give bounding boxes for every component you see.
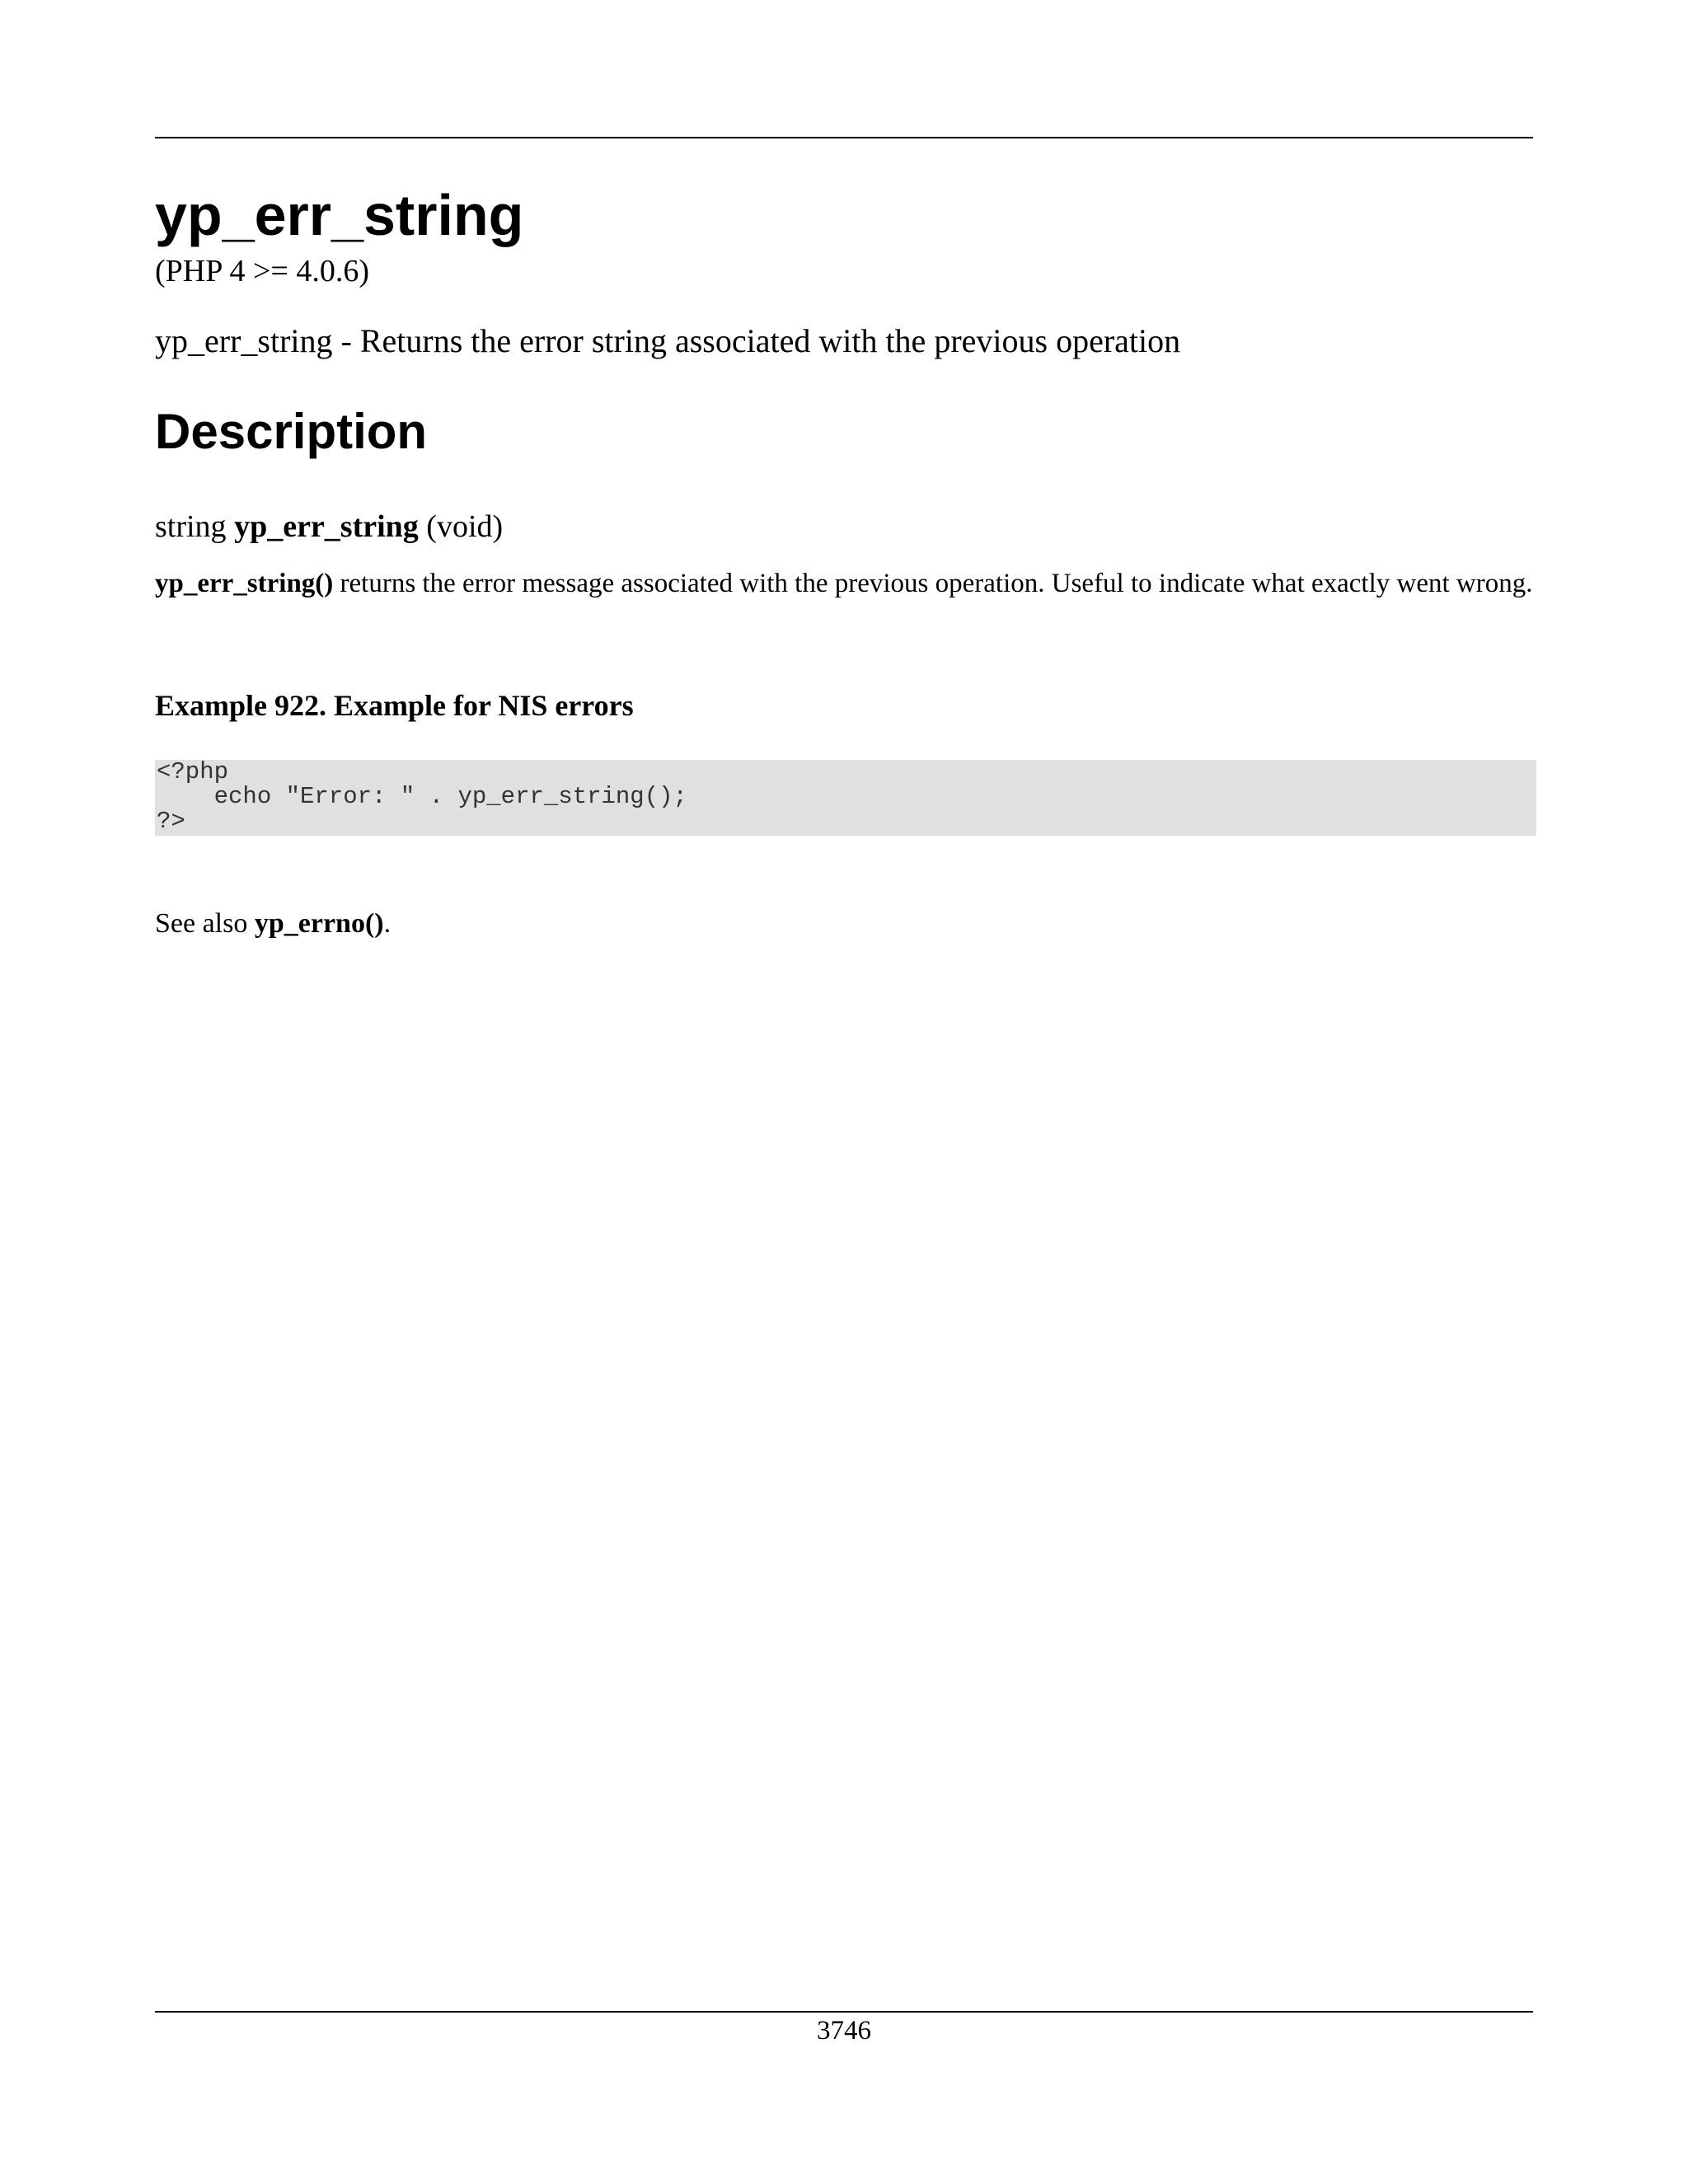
function-synopsis	[155, 511, 503, 542]
page-title: yp_err_string	[155, 183, 524, 247]
code-line: echo "Error: " . yp_err_string();	[157, 783, 687, 810]
synopsis-params: (void)	[426, 509, 504, 544]
version-info: (PHP 4 >= 4.0.6)	[155, 254, 369, 288]
see-also	[155, 910, 391, 938]
code-line: <?php	[157, 760, 229, 785]
page-number: 3746	[817, 2016, 871, 2046]
paragraph-text: returns the error message associated with the previous operation. Useful to indicate what exactly went wrong.	[333, 569, 1533, 598]
see-also-link[interactable]: yp_errno()	[254, 908, 384, 939]
header-rule	[155, 137, 1533, 138]
code-block	[155, 760, 1536, 836]
synopsis-function-name: yp_err_string	[234, 509, 419, 544]
description-heading: Description	[155, 404, 428, 459]
see-also-suffix: .	[383, 908, 392, 939]
synopsis-return-type: string	[155, 509, 227, 544]
example-title: Example 922. Example for NIS errors	[155, 689, 634, 722]
paragraph-function-ref: yp_err_string()	[155, 569, 334, 598]
description-paragraph	[155, 569, 1533, 599]
see-also-prefix: See also	[155, 908, 255, 939]
function-purpose: yp_err_string - Returns the error string associated with the previous operation	[155, 322, 1181, 359]
code-line: ?>	[157, 808, 185, 835]
